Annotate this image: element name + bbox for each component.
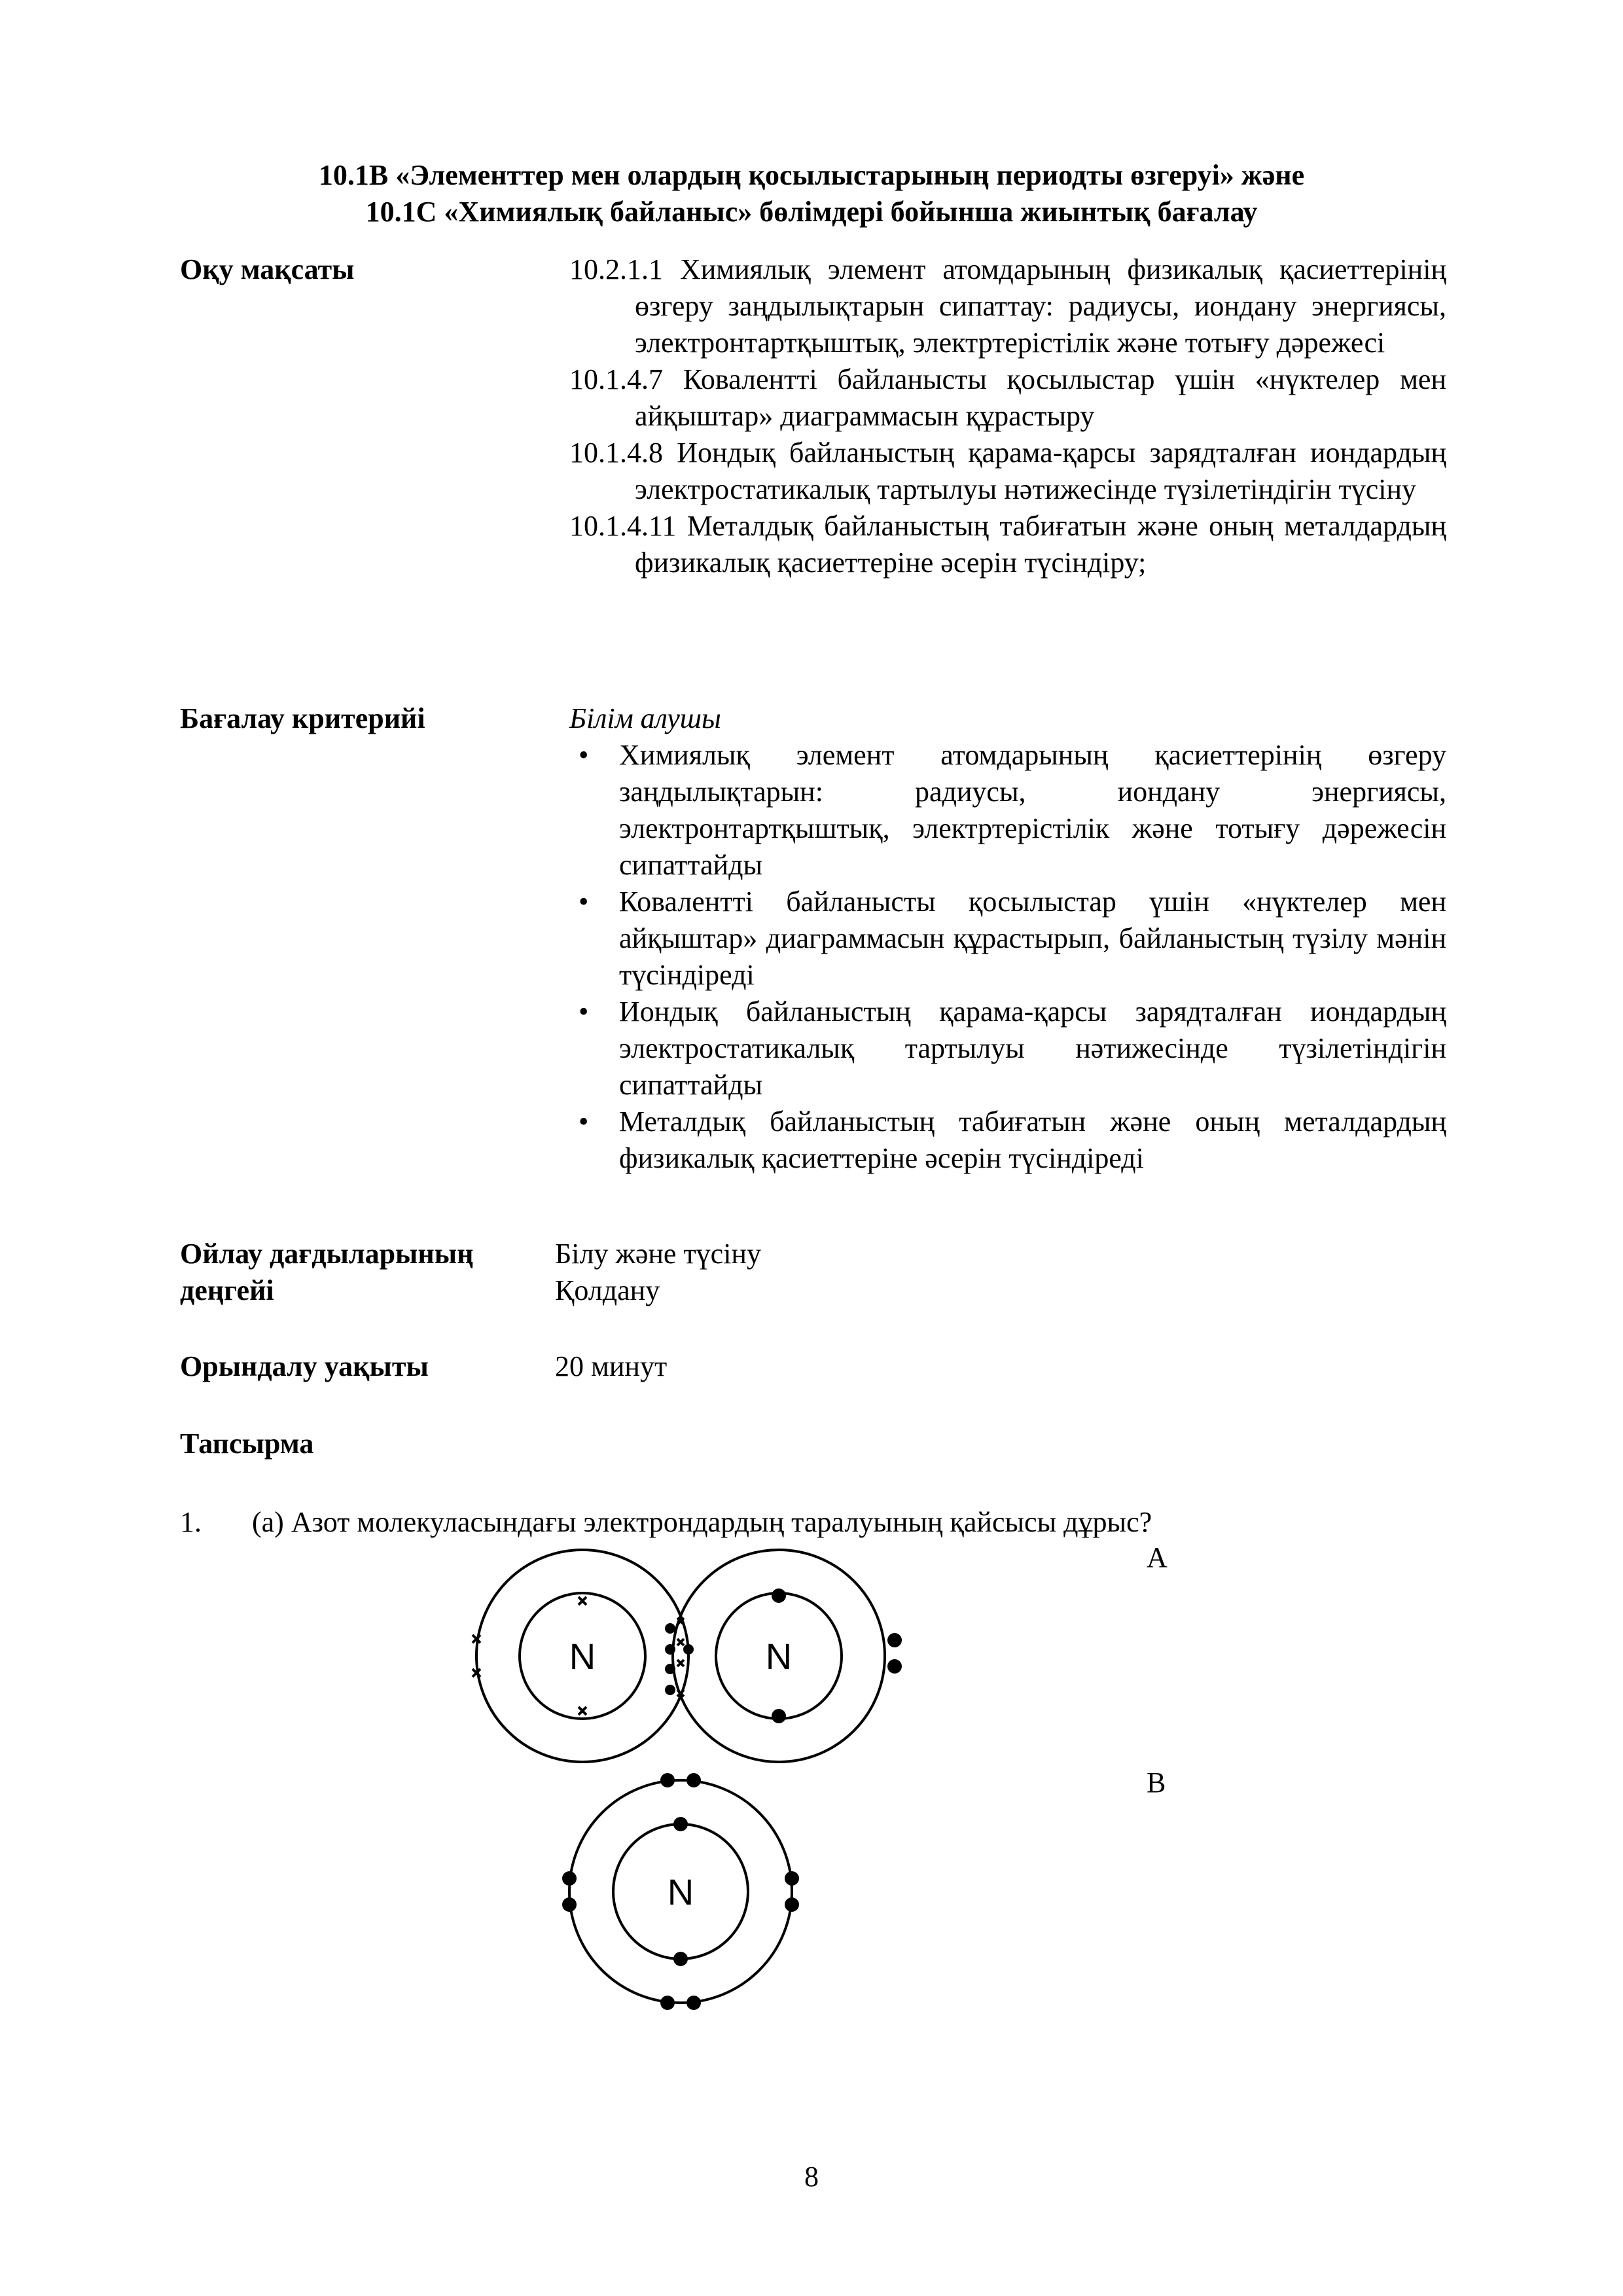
atom-symbol-left: N bbox=[569, 1636, 596, 1677]
thinking-label-line1: Ойлау дағдыларының bbox=[180, 1238, 474, 1270]
criteria-item-text: Ковалентті байланысты қосылыстар үшін «нүктелер мен айқыштар» диаграммасын құрастырып, байланыстың түзілу мәнін түсіндіреді bbox=[619, 886, 1446, 991]
criteria-intro: Білім алушы bbox=[569, 702, 721, 734]
time-value: 20 минут bbox=[555, 1350, 668, 1382]
option-a-label: A bbox=[1147, 1541, 1168, 1573]
bullet-icon: • bbox=[579, 1105, 589, 1138]
objective-item: 10.2.1.1 Химиялық элемент атомдарының физикалық қасиеттерінің өзгеру заңдылықтарын сипаттау: радиусы, иондану энергиясы, электронтартқыштық, электртерістілік және тотығу дәрежесі bbox=[569, 253, 1446, 359]
bullet-icon: • bbox=[579, 996, 589, 1028]
objectives-list bbox=[569, 251, 1446, 581]
option-b-label: B bbox=[1147, 1767, 1166, 1799]
criteria-item-text: Химиялық элемент атомдарының қасиеттерінің өзгеру заңдылықтарын: радиусы, иондану энергиясы, электронтартқыштық, электртерістілік және тотығу дәрежесін сипаттайды bbox=[619, 739, 1446, 881]
criteria-item bbox=[569, 737, 1446, 884]
task-heading: Тапсырма bbox=[180, 1427, 314, 1460]
thinking-label bbox=[180, 1236, 473, 1309]
criteria-block bbox=[569, 700, 1446, 1177]
criteria-item-text: Иондық байланыстың қарама-қарсы зарядталған иондардың электростатикалық тартылуы нәтижесінде түзілетіндігін сипаттайды bbox=[619, 996, 1446, 1101]
page-number: 8 bbox=[804, 2161, 819, 2193]
diagram-b-n-atom bbox=[524, 1761, 838, 2022]
objectives-label: Оқу мақсаты bbox=[180, 253, 355, 285]
diagram-a-n2-molecule bbox=[452, 1538, 923, 1780]
thinking-label-line2: деңгейі bbox=[180, 1274, 274, 1306]
objective-item: 10.1.4.7 Ковалентті байланысты қосылыстар үшін «нүктелер мен айқыштар» диаграммасын құрастыру bbox=[569, 363, 1446, 432]
criteria-item bbox=[569, 1103, 1446, 1177]
time-label: Орындалу уақыты bbox=[180, 1350, 429, 1382]
atom-symbol-right: N bbox=[765, 1636, 793, 1677]
criteria-item bbox=[569, 884, 1446, 994]
title-line-2: 10.1C «Химиялық байланыс» бөлімдері бойынша жиынтық бағалау bbox=[365, 196, 1258, 228]
objective-item: 10.1.4.11 Металдық байланыстың табиғатын және оның металдардың физикалық қасиеттеріне әсерін түсіндіру; bbox=[569, 510, 1446, 579]
criteria-label: Бағалау критерийі bbox=[180, 702, 425, 734]
task-number: 1. bbox=[180, 1506, 202, 1538]
title-line-1: 10.1B «Элементтер мен олардың қосылыстарының периодты өзгеруі» және bbox=[318, 159, 1305, 191]
thinking-value: Білу және түсіну bbox=[555, 1238, 761, 1270]
task-question: (a) Азот молекуласындағы электрондардың таралуының қайсысы дұрыс? bbox=[252, 1506, 1152, 1538]
atom-symbol: N bbox=[667, 1871, 694, 1912]
bullet-icon: • bbox=[579, 886, 589, 918]
thinking-value: Қолдану bbox=[555, 1274, 660, 1306]
objective-item: 10.1.4.8 Иондық байланыстың қарама-қарсы зарядталған иондардың электростатикалық тартылуы нәтижесінде түзілетіндігін түсіну bbox=[569, 437, 1446, 505]
thinking-values bbox=[555, 1236, 1432, 1309]
criteria-item bbox=[569, 994, 1446, 1103]
criteria-list bbox=[569, 737, 1446, 1177]
bullet-icon: • bbox=[579, 739, 589, 771]
criteria-item-text: Металдық байланыстың табиғатын және оның металдардың физикалық қасиеттеріне әсерін түсіндіреді bbox=[619, 1105, 1446, 1174]
